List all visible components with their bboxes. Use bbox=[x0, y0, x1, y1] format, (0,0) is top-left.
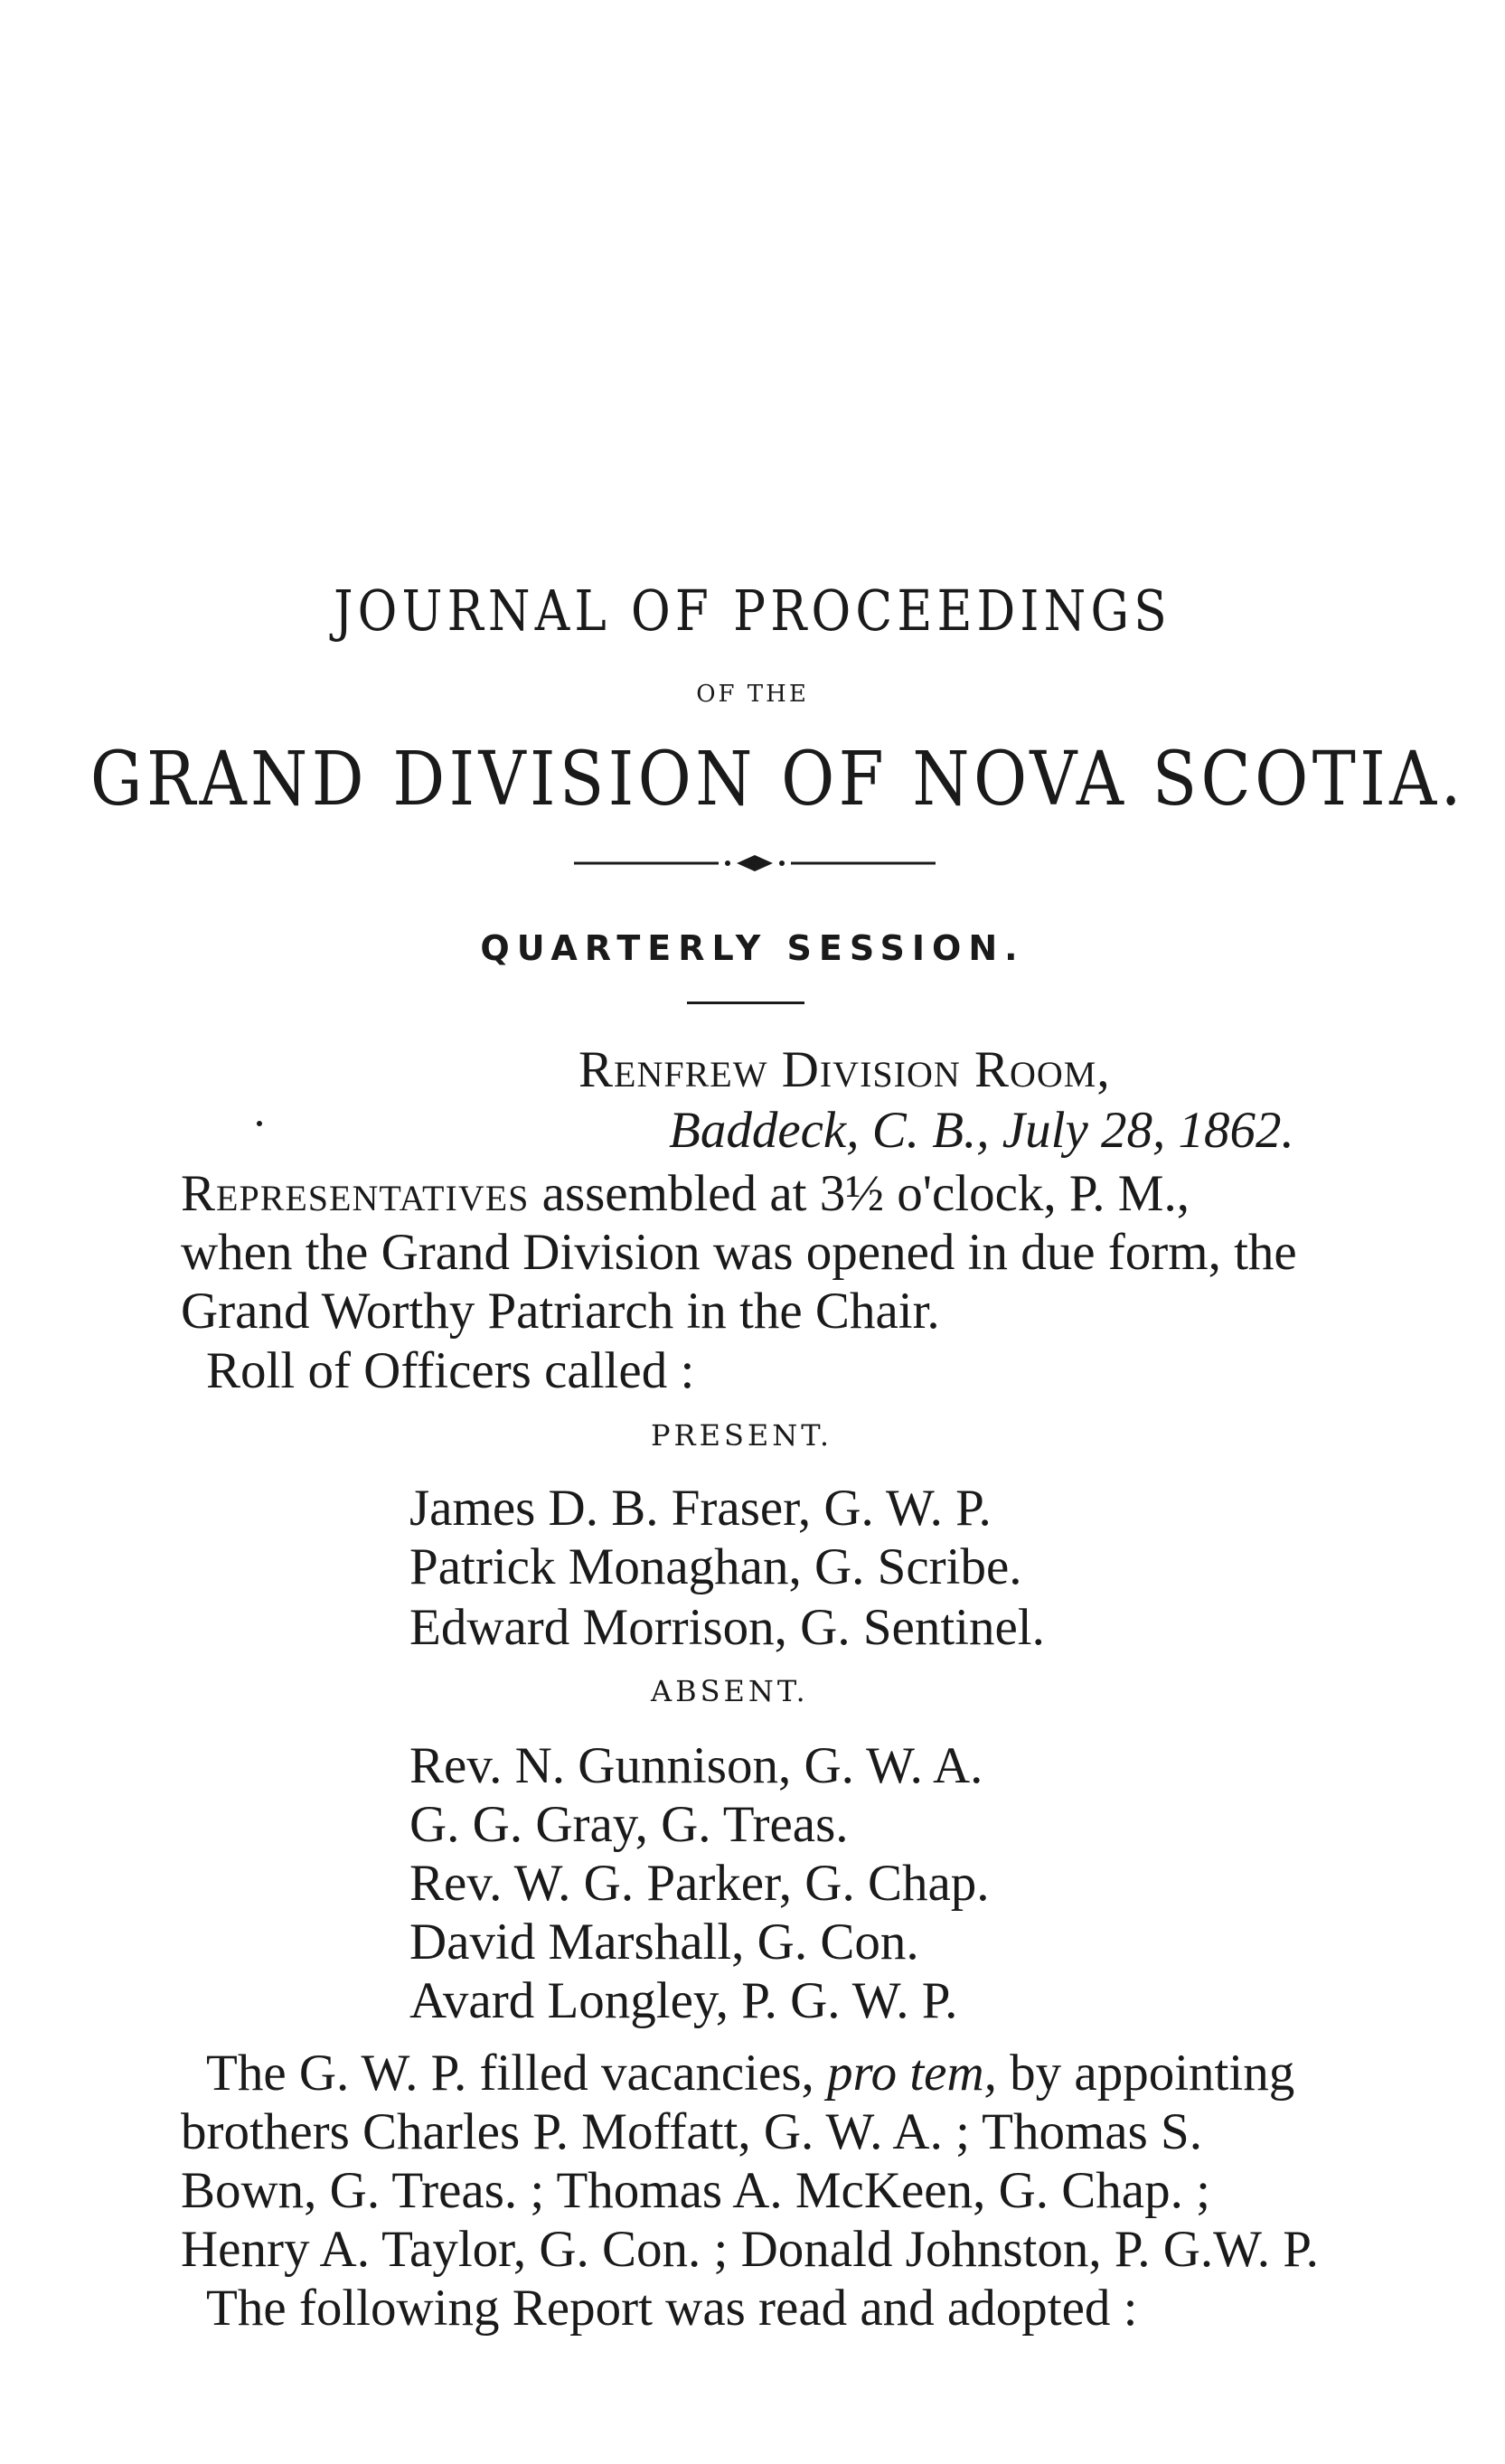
absent-name: David Marshall, G. Con. bbox=[409, 1914, 919, 1970]
vacancies-line-2: brothers Charles P. Moffatt, G. W. A. ; Thomas S. bbox=[181, 2103, 1202, 2160]
journal-title: JOURNAL OF PROCEEDINGS bbox=[334, 578, 1171, 644]
absent-name: G. G. Gray, G. Treas. bbox=[409, 1796, 849, 1853]
vacancies-line-1: The G. W. P. filled vacancies, pro tem, by appointing bbox=[206, 2045, 1295, 2102]
place-line-1: Renfrew Division Room, bbox=[578, 1041, 1111, 1098]
vacancies-line-4: Henry A. Taylor, G. Con. ; Donald Johnston, P. G.W. P. bbox=[181, 2221, 1319, 2278]
vacancies-line-3: Bown, G. Treas. ; Thomas A. McKeen, G. Chap. ; bbox=[181, 2162, 1210, 2219]
grand-division-title: GRAND DIVISION OF NOVA SCOTIA. bbox=[89, 737, 1466, 823]
stray-dot bbox=[257, 1121, 262, 1126]
present-name: James D. B. Fraser, G. W. P. bbox=[409, 1480, 992, 1537]
present-name: Patrick Monaghan, G. Scribe. bbox=[409, 1538, 1022, 1595]
place-line-2: Baddeck, C. B., July 28, 1862. bbox=[669, 1102, 1294, 1159]
present-name: Edward Morrison, G. Sentinel. bbox=[409, 1599, 1045, 1656]
session-heading: QUARTERLY SESSION. bbox=[480, 928, 1025, 968]
roll-call-line: Roll of Officers called : bbox=[206, 1342, 695, 1399]
ornament-divider-icon bbox=[574, 850, 936, 877]
opening-line-1: Representatives assembled at 3½ o'clock, P. M., bbox=[181, 1165, 1190, 1222]
present-label: PRESENT. bbox=[651, 1418, 833, 1453]
absent-name: Avard Longley, P. G. W. P. bbox=[409, 1972, 958, 2029]
absent-name: Rev. W. G. Parker, G. Chap. bbox=[409, 1855, 990, 1912]
of-the-heading: OF THE bbox=[696, 681, 809, 708]
opening-line-3: Grand Worthy Patriarch in the Chair. bbox=[181, 1283, 940, 1340]
absent-name: Rev. N. Gunnison, G. W. A. bbox=[409, 1737, 983, 1794]
short-divider bbox=[687, 1002, 804, 1004]
vacancies-line-5: The following Report was read and adopted : bbox=[206, 2280, 1138, 2337]
absent-label: ABSENT. bbox=[651, 1674, 809, 1708]
opening-line-2: when the Grand Division was opened in due form, the bbox=[181, 1224, 1297, 1281]
